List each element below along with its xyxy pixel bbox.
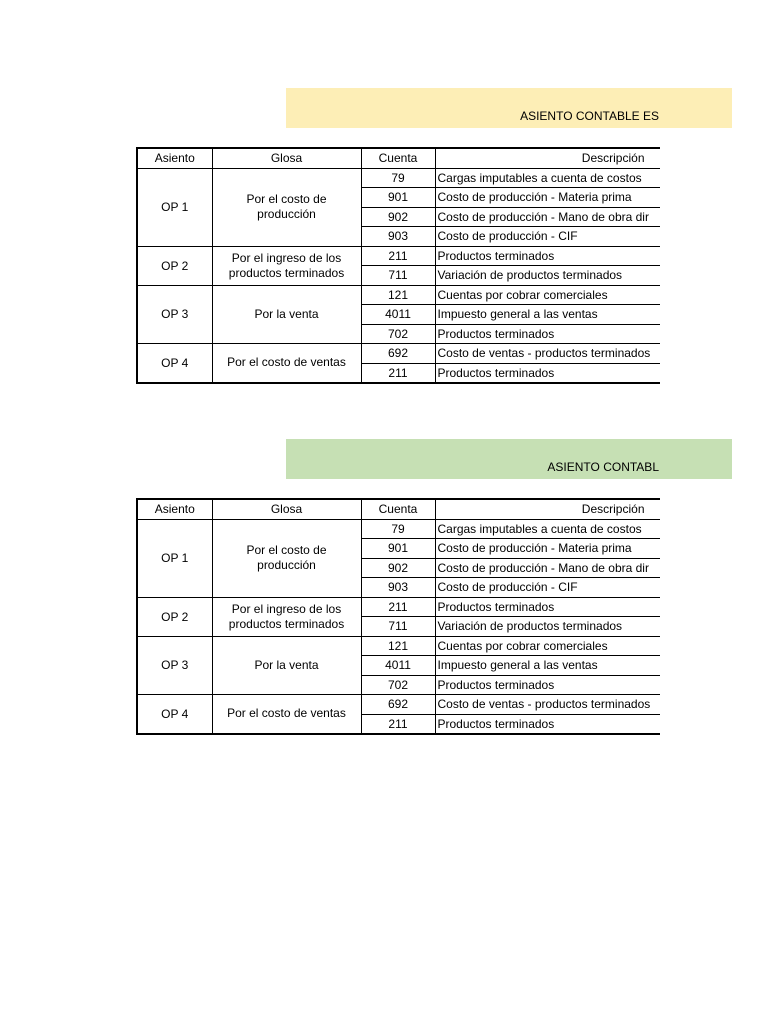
table-header-row <box>137 499 660 519</box>
cell-descripcion: Productos terminados <box>435 324 660 344</box>
table-viewport-1 <box>136 147 660 384</box>
cell-descripcion: Costo de producción - Materia prima <box>435 539 660 559</box>
header-asiento: Asiento <box>137 148 212 168</box>
cell-glosa: Por el costo de producción <box>212 168 361 246</box>
cell-cuenta: 79 <box>361 168 435 188</box>
table-row <box>137 636 660 656</box>
cell-cuenta: 121 <box>361 636 435 656</box>
cell-cuenta: 702 <box>361 675 435 695</box>
table-viewport-2 <box>136 498 660 735</box>
cell-descripcion: Cargas imputables a cuenta de costos <box>435 168 660 188</box>
cell-asiento: OP 2 <box>137 597 212 636</box>
cell-cuenta: 4011 <box>361 305 435 325</box>
table-row <box>137 597 660 617</box>
cell-descripcion: Costo de ventas - productos terminados <box>435 695 660 715</box>
cell-cuenta: 711 <box>361 266 435 286</box>
table-header-row <box>137 148 660 168</box>
cell-descripcion: Costo de producción - CIF <box>435 227 660 247</box>
cell-glosa: Por el costo de ventas <box>212 695 361 734</box>
cell-asiento: OP 2 <box>137 246 212 285</box>
cell-asiento: OP 4 <box>137 344 212 383</box>
cell-cuenta: 902 <box>361 207 435 227</box>
table-row <box>137 246 660 266</box>
header-glosa: Glosa <box>212 148 361 168</box>
cell-cuenta: 79 <box>361 519 435 539</box>
section-title: ASIENTO CONTABL <box>547 460 659 474</box>
table-body <box>137 519 660 734</box>
cell-cuenta: 902 <box>361 558 435 578</box>
cell-cuenta: 702 <box>361 324 435 344</box>
cell-asiento: OP 4 <box>137 695 212 734</box>
header-descripcion: Descripción <box>435 148 660 168</box>
table-row <box>137 285 660 305</box>
cell-cuenta: 903 <box>361 227 435 247</box>
cell-descripcion: Productos terminados <box>435 246 660 266</box>
header-cuenta: Cuenta <box>361 148 435 168</box>
cell-glosa: Por el costo de ventas <box>212 344 361 383</box>
cell-cuenta: 901 <box>361 188 435 208</box>
cell-glosa: Por la venta <box>212 636 361 695</box>
cell-asiento: OP 1 <box>137 168 212 246</box>
cell-descripcion: Impuesto general a las ventas <box>435 656 660 676</box>
cell-cuenta: 211 <box>361 363 435 383</box>
cell-cuenta: 211 <box>361 246 435 266</box>
cell-descripcion: Variación de productos terminados <box>435 617 660 637</box>
journal-table <box>136 147 660 384</box>
cell-descripcion: Cuentas por cobrar comerciales <box>435 285 660 305</box>
cell-descripcion: Costo de producción - Mano de obra dir <box>435 207 660 227</box>
table-row <box>137 344 660 364</box>
cell-descripcion: Costo de ventas - productos terminados <box>435 344 660 364</box>
table-row <box>137 168 660 188</box>
cell-descripcion: Costo de producción - CIF <box>435 578 660 598</box>
cell-asiento: OP 3 <box>137 285 212 344</box>
section-banner-2 <box>286 439 732 479</box>
cell-cuenta: 711 <box>361 617 435 637</box>
section-banner-1 <box>286 88 732 128</box>
cell-descripcion: Costo de producción - Mano de obra dir <box>435 558 660 578</box>
cell-cuenta: 903 <box>361 578 435 598</box>
cell-glosa: Por el costo de producción <box>212 519 361 597</box>
cell-cuenta: 121 <box>361 285 435 305</box>
cell-cuenta: 4011 <box>361 656 435 676</box>
table-row <box>137 519 660 539</box>
cell-descripcion: Variación de productos terminados <box>435 266 660 286</box>
cell-cuenta: 211 <box>361 597 435 617</box>
cell-glosa: Por la venta <box>212 285 361 344</box>
cell-glosa: Por el ingreso de los productos terminados <box>212 597 361 636</box>
cell-descripcion: Productos terminados <box>435 363 660 383</box>
cell-cuenta: 692 <box>361 344 435 364</box>
cell-cuenta: 211 <box>361 714 435 734</box>
cell-asiento: OP 3 <box>137 636 212 695</box>
cell-cuenta: 692 <box>361 695 435 715</box>
header-descripcion: Descripción <box>435 499 660 519</box>
journal-table <box>136 498 660 735</box>
cell-descripcion: Cuentas por cobrar comerciales <box>435 636 660 656</box>
cell-glosa: Por el ingreso de los productos terminados <box>212 246 361 285</box>
cell-descripcion: Cargas imputables a cuenta de costos <box>435 519 660 539</box>
cell-descripcion: Productos terminados <box>435 714 660 734</box>
cell-descripcion: Impuesto general a las ventas <box>435 305 660 325</box>
header-asiento: Asiento <box>137 499 212 519</box>
cell-descripcion: Productos terminados <box>435 597 660 617</box>
table-row <box>137 695 660 715</box>
cell-asiento: OP 1 <box>137 519 212 597</box>
table-body <box>137 168 660 383</box>
cell-cuenta: 901 <box>361 539 435 559</box>
cell-descripcion: Costo de producción - Materia prima <box>435 188 660 208</box>
header-cuenta: Cuenta <box>361 499 435 519</box>
header-glosa: Glosa <box>212 499 361 519</box>
cell-descripcion: Productos terminados <box>435 675 660 695</box>
section-title: ASIENTO CONTABLE ES <box>520 109 659 123</box>
